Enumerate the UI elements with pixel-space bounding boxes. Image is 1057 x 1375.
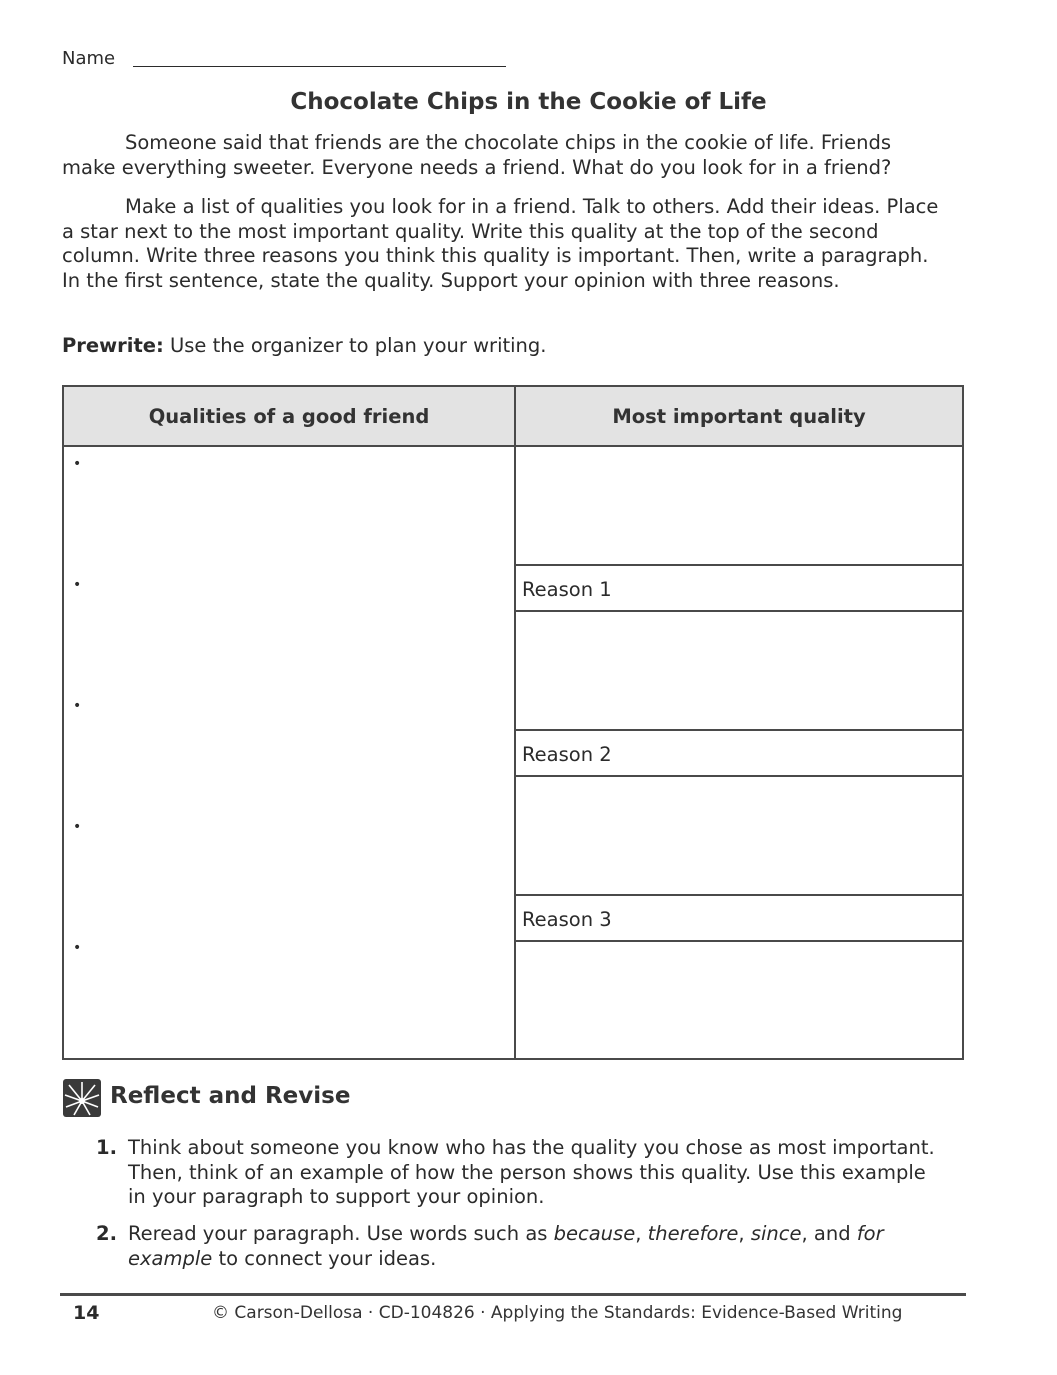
- reason-3-label: Reason 3: [522, 908, 612, 931]
- prewrite-text: Use the organizer to plan your writing.: [170, 334, 547, 357]
- footer-rule: [60, 1293, 966, 1296]
- writing-organizer: [62, 385, 964, 1060]
- name-label: Name: [62, 48, 116, 69]
- separator: , and: [801, 1222, 857, 1245]
- quality-bullet-2[interactable]: •: [73, 577, 82, 593]
- page-number: 14: [73, 1302, 100, 1324]
- divider-line: [516, 564, 962, 566]
- quality-bullet-5[interactable]: •: [73, 940, 82, 956]
- item-text-part: to connect your ideas.: [212, 1246, 437, 1270]
- intro-text: Someone said that friends are the chocolate chips in the cookie of life. Friends make everything sweeter. Everyone needs a friend. What do you look for in a friend?: [62, 131, 892, 179]
- list-item: [96, 1222, 936, 1271]
- prewrite-label: Prewrite:: [62, 334, 164, 357]
- divider-line: [516, 940, 962, 942]
- item-number: 1.: [96, 1136, 117, 1159]
- list-item: [96, 1136, 936, 1210]
- important-quality-header: Most important quality: [516, 387, 962, 447]
- qualities-header: Qualities of a good friend: [64, 387, 514, 447]
- reflect-revise-heading: Reflect and Revise: [110, 1083, 351, 1109]
- item-text-part: Reread your paragraph. Use words such as: [128, 1222, 554, 1245]
- intro-paragraph: [62, 131, 942, 180]
- reason-1-label: Reason 1: [522, 578, 612, 601]
- instructions-text: Make a list of qualities you look for in a friend. Talk to others. Add their ideas. Place a star next to the most important quality. Write this quality at the top of the second column. Write three reasons you think this quality is important. Then, write a paragraph. In the first sentence, state the quality. Support your opinion with three reasons.: [62, 195, 939, 292]
- footer-credit: © Carson-Dellosa · CD-104826 · Applying the Standards: Evidence-Based Writing: [212, 1303, 903, 1323]
- column-divider: [514, 387, 516, 1058]
- divider-line: [516, 775, 962, 777]
- divider-line: [516, 894, 962, 896]
- divider-line: [516, 729, 962, 731]
- connector-word: since: [750, 1222, 802, 1245]
- quality-bullet-3[interactable]: •: [73, 698, 82, 714]
- connector-word: because: [553, 1222, 636, 1245]
- starburst-icon: [63, 1079, 101, 1117]
- item-number: 2.: [96, 1222, 117, 1245]
- name-field[interactable]: [133, 66, 506, 67]
- connector-word: for example: [128, 1222, 884, 1270]
- page-title: Chocolate Chips in the Cookie of Life: [290, 89, 767, 115]
- quality-bullet-1[interactable]: •: [73, 456, 82, 472]
- item-text: [128, 1222, 936, 1271]
- quality-bullet-4[interactable]: •: [73, 819, 82, 835]
- separator: ,: [635, 1222, 648, 1245]
- reason-2-label: Reason 2: [522, 743, 612, 766]
- prewrite-line: [62, 334, 942, 359]
- instructions-paragraph: [62, 195, 942, 293]
- separator: ,: [738, 1222, 751, 1245]
- item-text: Think about someone you know who has the quality you chose as most important. Then, think of an example of how the person shows this quality. Use this example in your paragraph to support your opinion.: [128, 1136, 935, 1208]
- divider-line: [516, 610, 962, 612]
- connector-word: therefore: [647, 1222, 739, 1245]
